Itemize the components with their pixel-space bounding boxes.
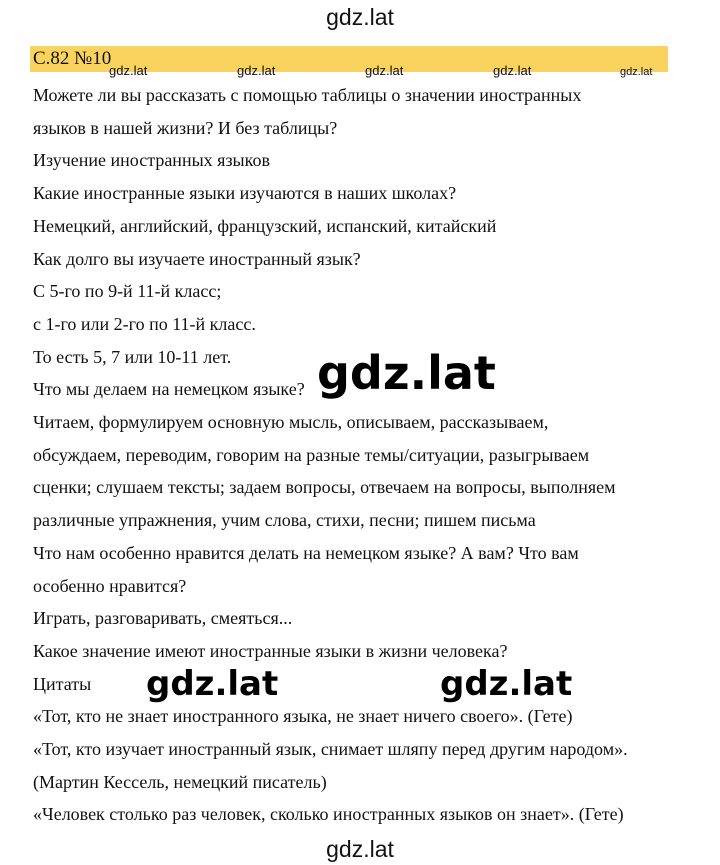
watermark-small: gdz.lat: [620, 66, 653, 78]
text-line: «Тот, кто изучает иностранный язык, снимает шляпу перед другим народом».: [33, 739, 628, 760]
exercise-text: [33, 79, 693, 831]
watermark-small: gdz.lat: [493, 63, 532, 78]
text-line: обсуждаем, переводим, говорим на разные темы/ситуации, разыгрываем: [33, 444, 590, 465]
text-line: Изучение иностранных языков: [33, 150, 270, 171]
watermark-center: gdz.lat: [317, 346, 496, 400]
watermark-small: gdz.lat: [365, 63, 404, 78]
text-line: с 1-го или 2-го по 11-й класс.: [33, 313, 256, 334]
text-line: То есть 5, 7 или 10-11 лет.: [33, 346, 232, 367]
text-line: Какое значение имеют иностранные языки в жизни человека?: [33, 640, 508, 661]
text-line: Как долго вы изучаете иностранный язык?: [33, 248, 361, 269]
text-line: С 5-го по 9-й 11-й класс;: [33, 281, 222, 302]
watermark-lower-right: gdz.lat: [440, 664, 573, 704]
text-line: Читаем, формулируем основную мысль, описываем, рассказываем,: [33, 412, 549, 433]
page-title: С.82 №10: [33, 48, 112, 69]
text-line: Можете ли вы рассказать с помощью таблицы о значении иностранных: [33, 85, 582, 105]
text-line: сценки; слушаем тексты; задаем вопросы, отвечаем на вопросы, выполняем: [33, 477, 616, 498]
watermark-lower-left: gdz.lat: [146, 664, 279, 704]
text-line: Цитаты: [33, 673, 92, 694]
text-line: особенно нравится?: [33, 575, 187, 596]
text-line: Немецкий, английский, французский, испанский, китайский: [33, 215, 497, 236]
watermark-small: gdz.lat: [237, 63, 276, 78]
text-line: языков в нашей жизни? И без таблицы?: [33, 117, 338, 138]
watermark-small: gdz.lat: [109, 63, 148, 78]
text-line: Что нам особенно нравится делать на немецком языке? А вам? Что вам: [33, 542, 579, 563]
text-line: (Мартин Кессель, немецкий писатель): [33, 771, 327, 792]
text-line: Какие иностранные языки изучаются в наших школах?: [33, 183, 457, 204]
text-line: «Тот, кто не знает иностранного языка, не знает ничего своего». (Гете): [33, 706, 573, 727]
text-line: Что мы делаем на немецком языке?: [33, 379, 305, 400]
text-line: «Человек столько раз человек, сколько иностранных языков он знает». (Гете): [33, 804, 624, 825]
watermark-bottom: gdz.lat: [326, 836, 394, 862]
text-line: Играть, разговаривать, смеяться...: [33, 608, 293, 629]
text-line: различные упражнения, учим слова, стихи, песни; пишем письма: [33, 510, 536, 531]
watermark-top: gdz.lat: [326, 4, 394, 30]
